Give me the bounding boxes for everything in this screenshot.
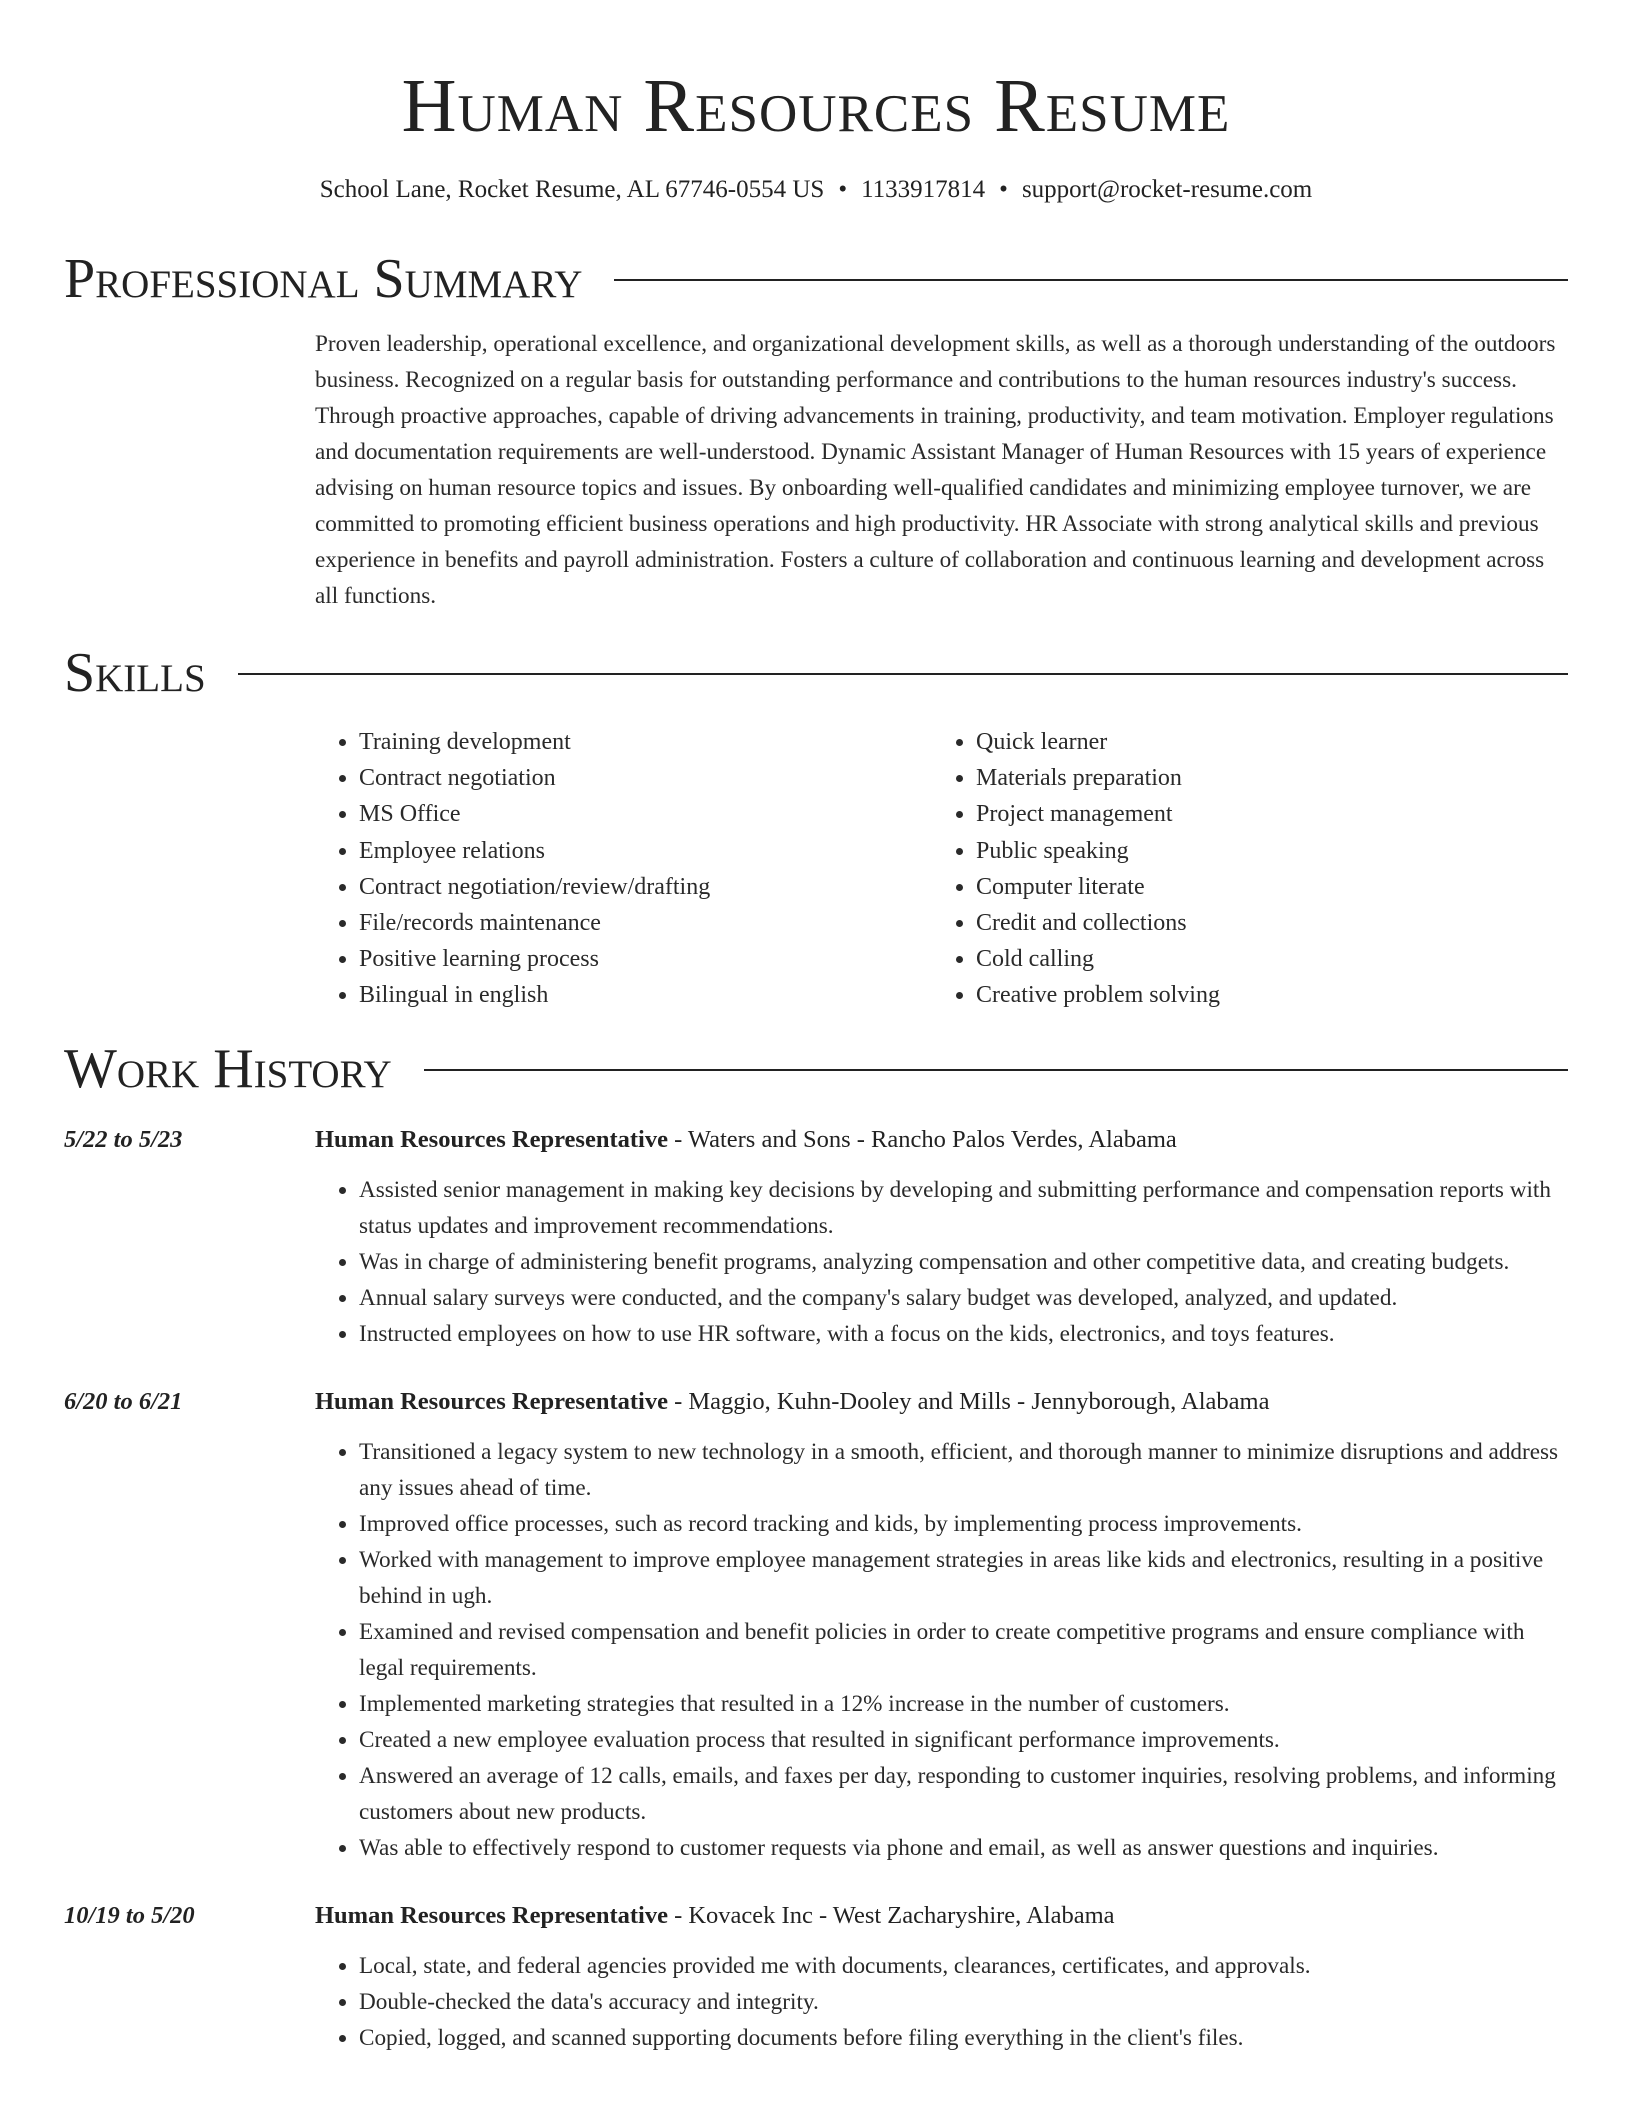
skill-item: • Employee relations <box>359 833 932 869</box>
skill-item: • Public speaking <box>976 833 1549 869</box>
section-divider <box>238 673 1568 675</box>
job-bullet: • Created a new employee evaluation process that resulted in significant performance improvements. <box>359 1722 1568 1758</box>
job-title: Human Resources Representative <box>315 1387 668 1415</box>
job-bullets <box>315 1948 1568 2056</box>
job-employer: - Maggio, Kuhn-Dooley and Mills - Jennyborough, Alabama <box>667 1387 1270 1415</box>
job-bullet: • Answered an average of 12 calls, emails, and faxes per day, responding to customer inquiries, resolving problems, and informing customers about new products. <box>359 1758 1568 1830</box>
contact-separator: • <box>838 176 848 203</box>
skill-item: • Materials preparation <box>976 760 1549 796</box>
skill-item: • Contract negotiation/review/drafting <box>359 869 932 905</box>
job-date: 10/19 to 5/20 <box>64 1901 195 1929</box>
skill-item: • File/records maintenance <box>359 905 932 941</box>
skills-section-header <box>64 640 1568 706</box>
contact-line <box>64 174 1568 206</box>
job-title: Human Resources Representative <box>315 1901 668 1929</box>
job-bullets <box>315 1172 1568 1352</box>
job-bullets <box>315 1434 1568 1866</box>
skills-list <box>315 724 1568 1014</box>
job-bullet: • Instructed employees on how to use HR software, with a focus on the kids, electronics, and toys features. <box>359 1316 1568 1352</box>
job-bullet: • Improved office processes, such as record tracking and kids, by implementing process improvements. <box>359 1506 1568 1542</box>
section-divider <box>614 279 1568 281</box>
job-bullet: • Implemented marketing strategies that resulted in a 12% increase in the number of customers. <box>359 1686 1568 1722</box>
skill-item: • MS Office <box>359 796 932 832</box>
summary-heading: Professional Summary <box>64 248 583 310</box>
skill-item: • Positive learning process <box>359 941 932 977</box>
skill-item: • Training development <box>359 724 932 760</box>
job-entry <box>64 1122 1568 1352</box>
job-title-line <box>315 1384 1269 1420</box>
work-section-header <box>64 1036 1568 1102</box>
skill-item: • Project management <box>976 796 1549 832</box>
resume-page <box>64 0 1568 2056</box>
job-bullet: • Was able to effectively respond to customer requests via phone and email, as well as answer questions and inquiries. <box>359 1830 1568 1866</box>
job-bullet: • Was in charge of administering benefit programs, analyzing compensation and other competitive data, and creating budgets. <box>359 1244 1568 1280</box>
job-title-line <box>315 1898 1115 1934</box>
job-bullet: • Examined and revised compensation and benefit policies in order to create competitive programs and ensure compliance with legal requirements. <box>359 1614 1568 1686</box>
skills-left-column <box>315 724 932 1014</box>
contact-separator: • <box>999 176 1008 203</box>
job-header <box>64 1122 1568 1158</box>
job-date: 5/22 to 5/23 <box>64 1125 183 1153</box>
job-header <box>64 1898 1568 1934</box>
contact-email: support@rocket-resume.com <box>1021 176 1313 203</box>
job-bullet: • Worked with management to improve employee management strategies in areas like kids and electronics, resulting in a positive behind in ugh. <box>359 1542 1568 1614</box>
job-date: 6/20 to 6/21 <box>64 1387 183 1415</box>
skills-heading: Skills <box>64 642 206 704</box>
job-employer: - Kovacek Inc - West Zacharyshire, Alabama <box>667 1901 1115 1929</box>
summary-body <box>315 326 1568 614</box>
job-bullet: • Transitioned a legacy system to new technology in a smooth, efficient, and thorough manner to minimize disruptions and address any issues ahead of time. <box>359 1434 1568 1506</box>
job-bullet: • Annual salary surveys were conducted, and the company's salary budget was developed, analyzed, and updated. <box>359 1280 1568 1316</box>
summary-text: Proven leadership, operational excellence, and organizational development skills, as well as a thorough understanding of the outdoors business. Recognized on a regular basis for outstanding performance and contributions to the human resources industry's success. Through proactive approaches, capable of driving advancements in training, productivity, and team motivation. Employer regulations and documentation requirements are well-understood. Dynamic Assistant Manager of Human Resources with 15 years of experience advising on human resource topics and issues. By onboarding well-qualified candidates and minimizing employee turnover, we are committed to promoting efficient business operations and high productivity. HR Associate with strong analytical skills and previous experience in benefits and payroll administration. Fosters a culture of collaboration and continuous learning and development across all functions. <box>315 331 1556 609</box>
skill-item: • Contract negotiation <box>359 760 932 796</box>
skill-item: • Quick learner <box>976 724 1549 760</box>
contact-address: School Lane, Rocket Resume, AL 67746-0554 US <box>319 176 825 203</box>
job-entry <box>64 1898 1568 2056</box>
summary-section-header <box>64 246 1568 312</box>
job-bullet: • Copied, logged, and scanned supporting documents before filing everything in the client's files. <box>359 2020 1568 2056</box>
job-employer: - Waters and Sons - Rancho Palos Verdes, Alabama <box>667 1125 1177 1153</box>
work-heading: Work History <box>64 1037 392 1100</box>
contact-phone: 1133917814 <box>861 176 986 203</box>
job-title: Human Resources Representative <box>315 1125 668 1153</box>
resume-title: Human Resources Resume <box>401 64 1231 148</box>
section-divider <box>424 1069 1568 1071</box>
skill-item: • Bilingual in english <box>359 977 932 1013</box>
skill-item: • Cold calling <box>976 941 1549 977</box>
job-bullet: • Local, state, and federal agencies provided me with documents, clearances, certificates, and approvals. <box>359 1948 1568 1984</box>
job-title-line <box>315 1122 1177 1158</box>
job-bullet: • Assisted senior management in making key decisions by developing and submitting performance and compensation reports with status updates and improvement recommendations. <box>359 1172 1568 1244</box>
skill-item: • Creative problem solving <box>976 977 1549 1013</box>
skills-right-column <box>932 724 1549 1014</box>
job-bullet: • Double-checked the data's accuracy and integrity. <box>359 1984 1568 2020</box>
job-header <box>64 1384 1568 1420</box>
job-entry <box>64 1384 1568 1866</box>
skill-item: • Credit and collections <box>976 905 1549 941</box>
skill-item: • Computer literate <box>976 869 1549 905</box>
